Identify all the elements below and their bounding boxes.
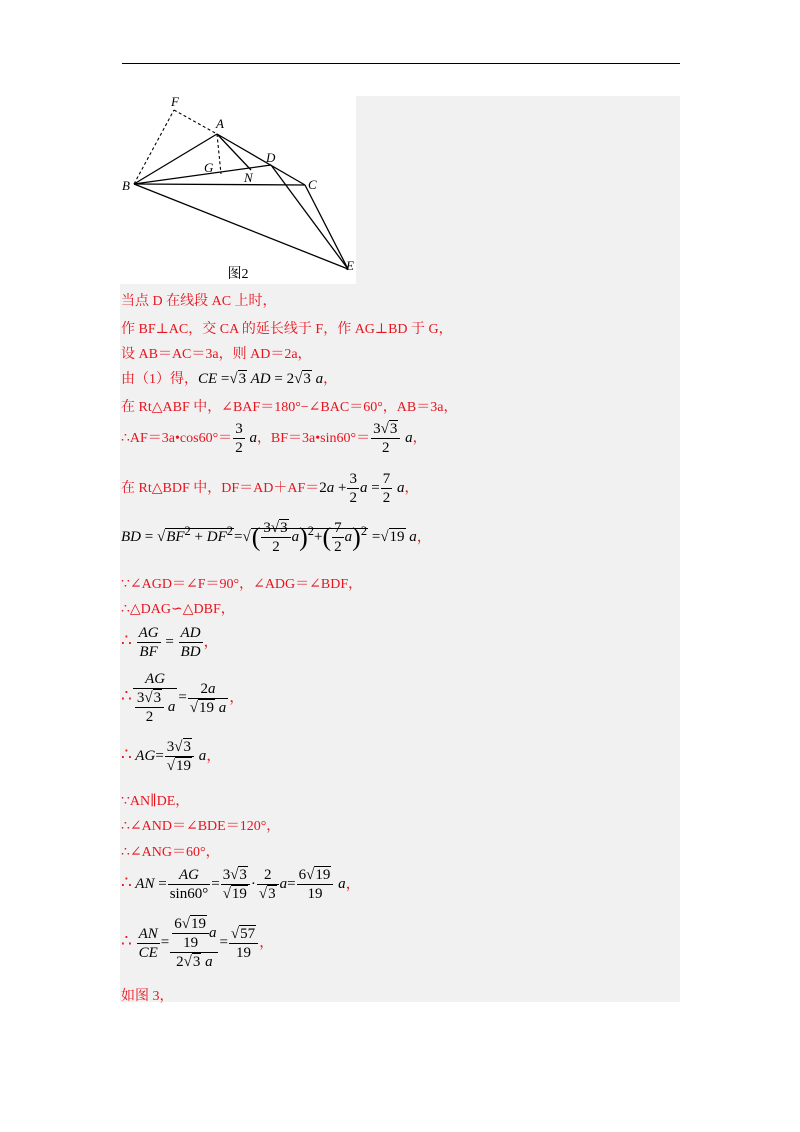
line-6-part-a: ∴AF＝3a•cos60°＝ <box>121 430 233 446</box>
text-line-5: 在 Rt△ABF 中，∠BAF＝180°−∠BAC＝60°，AB＝3a， <box>121 400 458 415</box>
line-6-part-b: ，BF＝3a•sin60°＝ <box>256 430 371 446</box>
figure-2-diagram <box>120 96 356 284</box>
text-line-13: ∴ AG= $\frac{3√3}{√19}$ a， <box>121 739 222 774</box>
text-line-3: 设 AB＝AC＝3a，则 AD＝2a， <box>121 347 312 362</box>
text-line-15: ∵AN∥DE， <box>121 794 190 809</box>
line-7-prefix: 在 Rt△BDF 中，DF＝AD＋AF＝ <box>121 480 320 496</box>
geometry-figure <box>120 96 356 284</box>
text-line-19: ∴ $\frac{AN}{CE}$ = $\frac{6√19}{19}$ a 2√3 a = $\frac{√57}{19}$ ， <box>121 916 275 970</box>
label-G: G <box>204 160 214 175</box>
text-line-16: ∴∠AND＝∠BDE＝120°， <box>121 819 281 834</box>
line-4-prefix: 由（1）得， <box>121 372 198 387</box>
text-line-9: ∵∠AGD＝∠F＝90°，∠ADG＝∠BDF， <box>121 577 363 592</box>
text-line-12: ∴ AG $\frac{3√3}{2}$ a = $\frac{2a}{√19 a}$ ， <box>121 671 245 725</box>
label-C: C <box>308 177 317 192</box>
text-line-4: 由（1）得，CE =√3 AD = 2√3 a， <box>121 371 338 387</box>
label-F: F <box>171 96 179 109</box>
label-B: B <box>122 178 130 193</box>
label-D: D <box>266 150 276 165</box>
figure-caption: 图2 <box>227 267 249 282</box>
text-line-7: 在 Rt△BDF 中，DF＝AD＋AF＝2a + $\frac{3}{2}$ a = $\frac{7}{2}$ a， <box>121 471 419 506</box>
text-line-8-bd: BD = $√BF^2 + DF^2=√$( $\frac{3√3}{2}$ a)$^2$+( $\frac{7}{2}$ a)$^2$ =√19 a， <box>121 520 432 555</box>
label-N: N <box>244 170 253 185</box>
text-line-1: 当点 D 在线段 AC 上时， <box>121 294 277 309</box>
text-line-18: ∴ AN = $\frac{AG}{\sin 60^\circ}$ = $\frac{3√3}{√19}$ · $\frac{2}{√3}$ a= $\frac{6√19}{19}$ a， <box>121 867 361 902</box>
text-line-17: ∴∠ANG＝60°， <box>121 845 220 860</box>
label-E: E <box>346 258 354 273</box>
text-line-6: ∴AF＝3a•cos60°＝ $\frac{3}{2}$ a，BF＝3a•sin60°＝ $\frac{3√3}{2}$ a， <box>121 421 427 456</box>
header-rule <box>122 63 680 64</box>
text-line-11: ∴ $\frac{AG}{BF}$ = $\frac{AD}{BD}$ ， <box>121 625 219 660</box>
text-line-2: 作 BF⊥AC，交 CA 的延长线于 F，作 AG⊥BD 于 G， <box>121 322 453 337</box>
text-line-10: ∴△DAG∽△DBF， <box>121 602 235 617</box>
text-line-last: 如图 3， <box>121 989 174 1004</box>
label-A: A <box>216 116 224 131</box>
